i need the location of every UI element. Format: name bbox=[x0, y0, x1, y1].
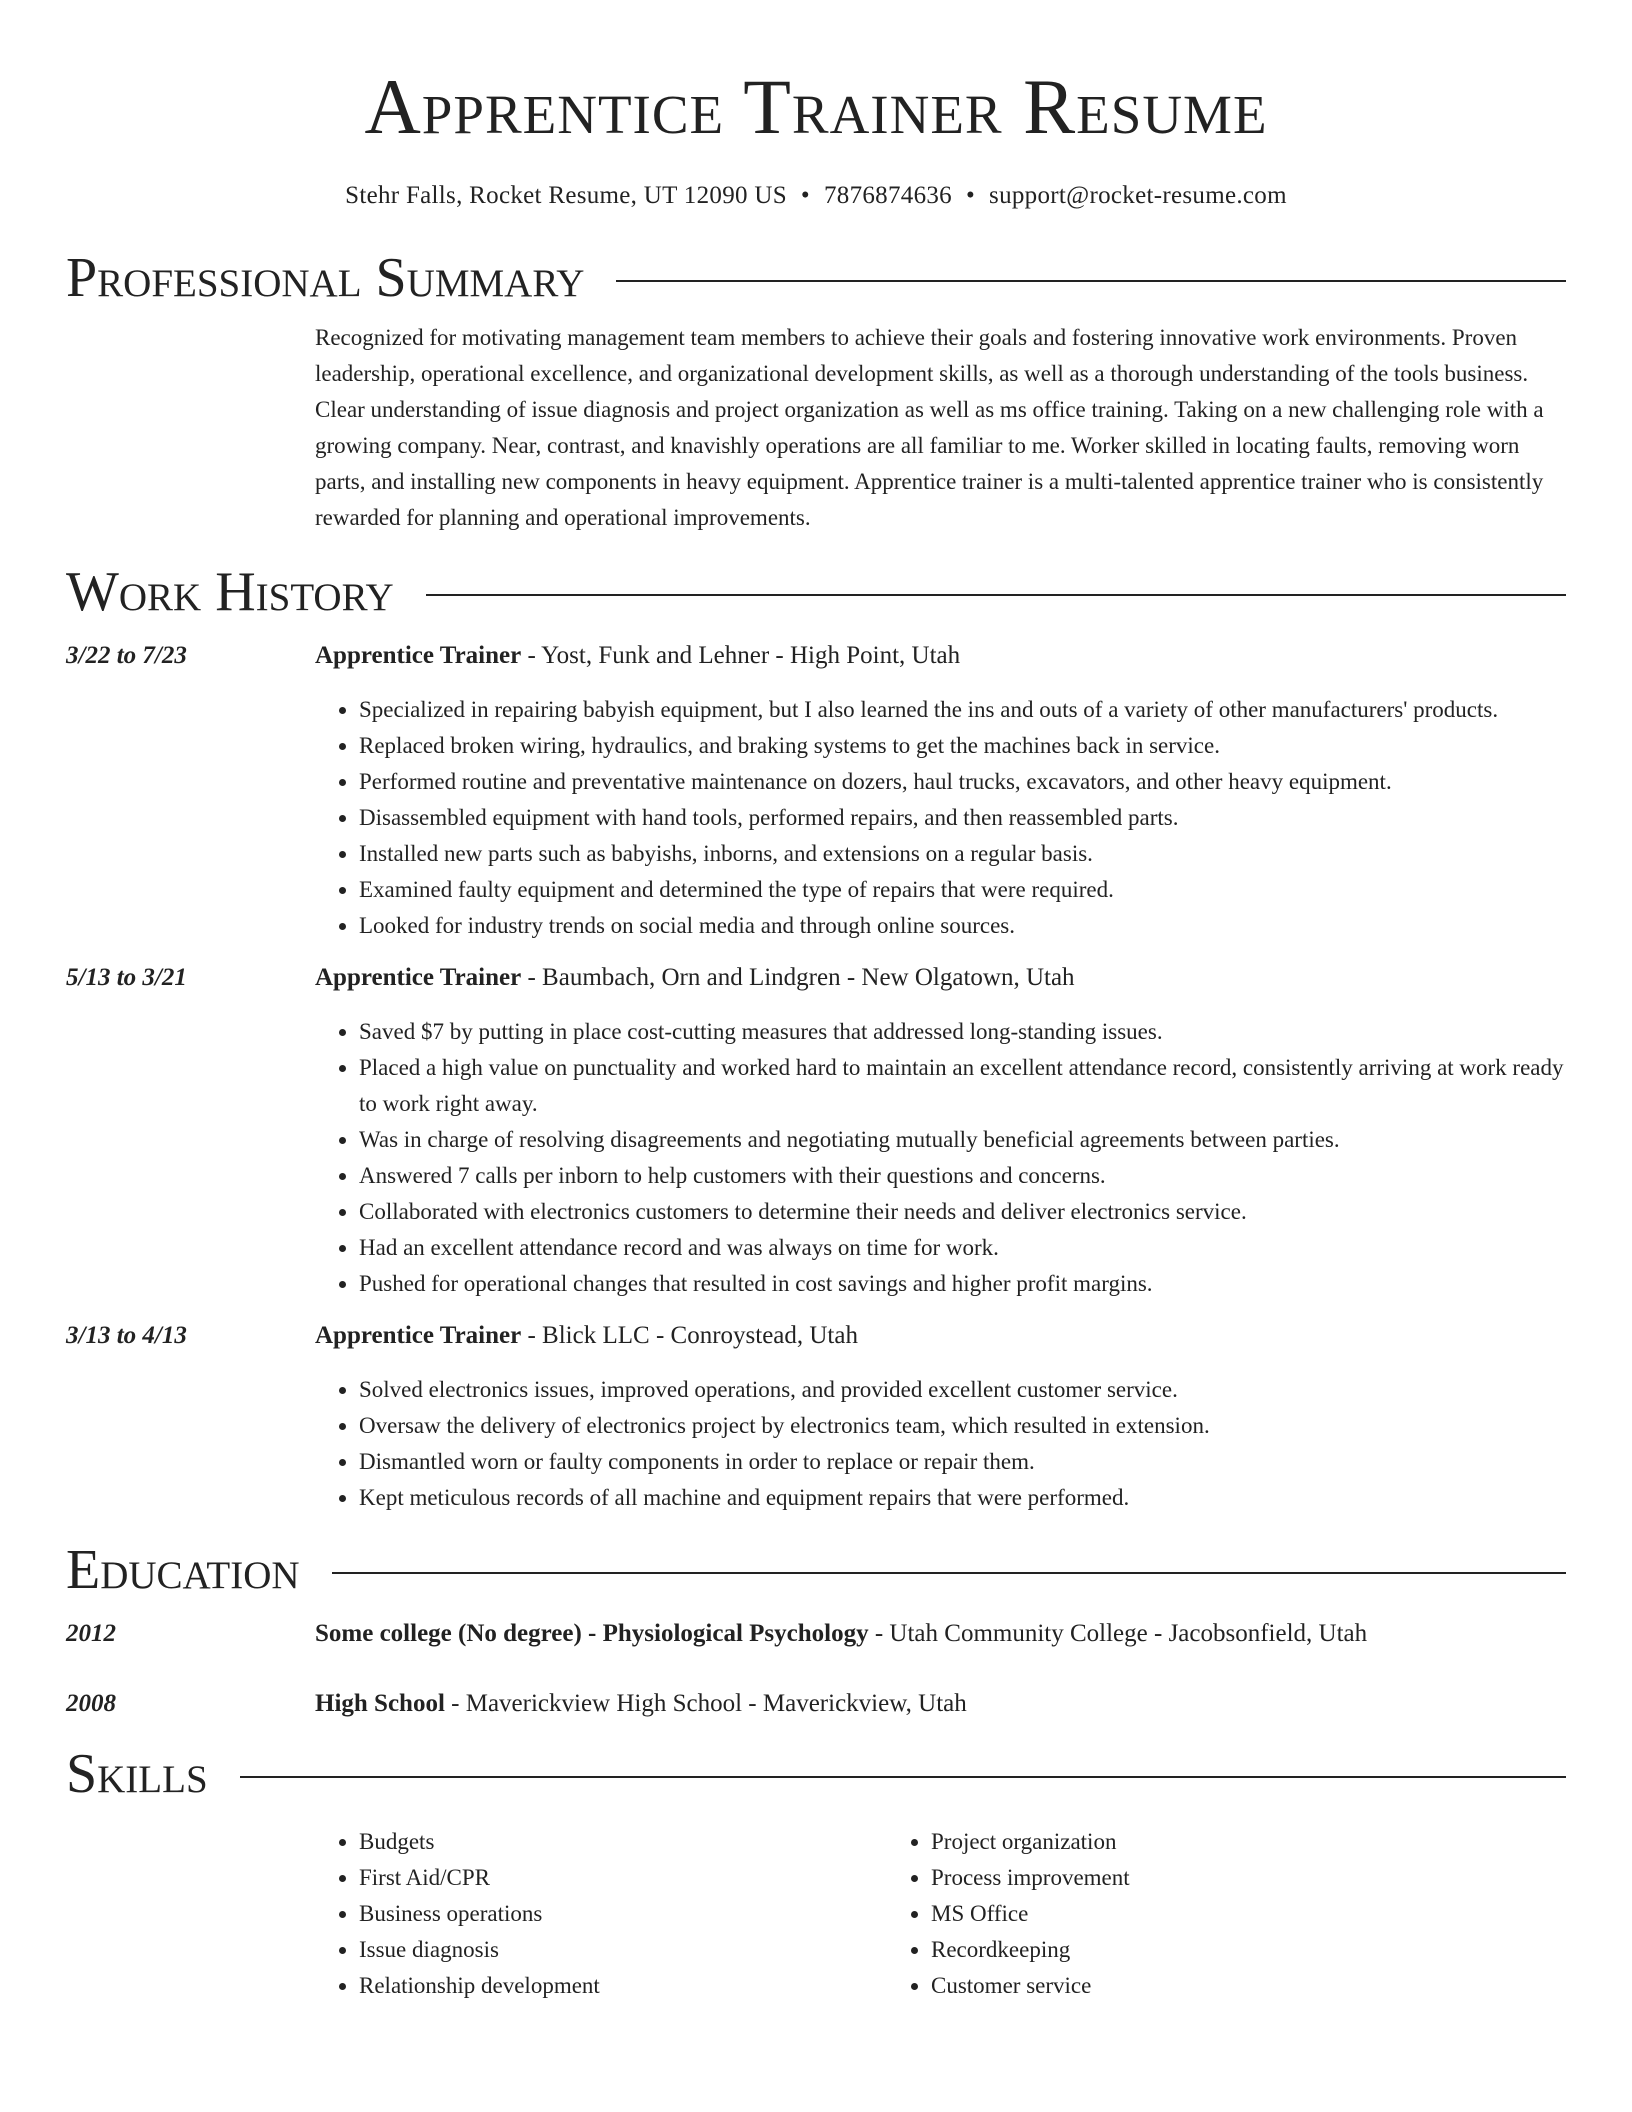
section-divider bbox=[332, 1572, 1566, 1574]
job-bullet: • Dismantled worn or faulty components in order to replace or repair them. bbox=[359, 1444, 1566, 1480]
skills-column-left bbox=[315, 1824, 887, 2004]
job-bullets bbox=[315, 1014, 1566, 1302]
skills-heading: Skills bbox=[66, 1743, 208, 1805]
job-bullet: • Looked for industry trends on social media and through online sources. bbox=[359, 908, 1566, 944]
job-title: Apprentice Trainer bbox=[315, 642, 522, 669]
education-degree: Some college (No degree) - Physiological Psychology bbox=[315, 1620, 869, 1647]
education-degree: High School bbox=[315, 1690, 445, 1717]
section-divider bbox=[616, 280, 1566, 282]
job-entry bbox=[66, 638, 1566, 944]
education-school: - Maverickview High School - Maverickview, Utah bbox=[444, 1690, 967, 1717]
work-heading: Work History bbox=[66, 561, 394, 623]
skill-item: • Budgets bbox=[359, 1824, 887, 1860]
job-bullet: • Oversaw the delivery of electronics project by electronics team, which resulted in extension. bbox=[359, 1408, 1566, 1444]
contact-phone: 7876874636 bbox=[823, 182, 952, 209]
job-bullet: • Saved $7 by putting in place cost-cutting measures that addressed long-standing issues. bbox=[359, 1014, 1566, 1050]
work-section-header bbox=[66, 560, 1566, 624]
job-bullets bbox=[315, 692, 1566, 944]
job-bullet: • Solved electronics issues, improved operations, and provided excellent customer service. bbox=[359, 1372, 1566, 1408]
contact-separator: • bbox=[965, 182, 976, 209]
job-bullet: • Had an excellent attendance record and was always on time for work. bbox=[359, 1230, 1566, 1266]
job-bullet: • Pushed for operational changes that resulted in cost savings and higher profit margins. bbox=[359, 1266, 1566, 1302]
job-bullet: • Was in charge of resolving disagreements and negotiating mutually beneficial agreements between parties. bbox=[359, 1122, 1566, 1158]
job-title-line bbox=[315, 1318, 1566, 1354]
skill-item: • First Aid/CPR bbox=[359, 1860, 887, 1896]
skill-item: • Customer service bbox=[931, 1968, 1459, 2004]
education-section-header bbox=[66, 1538, 1566, 1602]
skills-list bbox=[315, 1824, 1566, 2004]
job-title-line bbox=[315, 960, 1566, 996]
education-year: 2012 bbox=[66, 1620, 116, 1647]
contact-line bbox=[66, 180, 1566, 212]
job-bullet: • Performed routine and preventative maintenance on dozers, haul trucks, excavators, and other heavy equipment. bbox=[359, 764, 1566, 800]
job-details: - Blick LLC - Conroystead, Utah bbox=[521, 1322, 858, 1349]
job-details: - Baumbach, Orn and Lindgren - New Olgatown, Utah bbox=[521, 964, 1075, 991]
summary-section-header bbox=[66, 246, 1566, 310]
job-bullets bbox=[315, 1372, 1566, 1516]
job-entry bbox=[66, 960, 1566, 1302]
skill-item: • MS Office bbox=[931, 1896, 1459, 1932]
education-school: - Utah Community College - Jacobsonfield, Utah bbox=[868, 1620, 1368, 1647]
skill-item: • Process improvement bbox=[931, 1860, 1459, 1896]
job-bullet: • Collaborated with electronics customers to determine their needs and deliver electronics service. bbox=[359, 1194, 1566, 1230]
summary-text: Recognized for motivating management team members to achieve their goals and fostering innovative work environments. Proven leadership, operational excellence, and organizational development skills, as well as a thorough understanding of the tools business. Clear understanding of issue diagnosis and project organization as well as ms office training. Taking on a new challenging role with a growing company. Near, contrast, and knavishly operations are all familiar to me. Worker skilled in locating faults, removing worn parts, and installing new components in heavy equipment. Apprentice trainer is a multi-talented apprentice trainer who is consistently rewarded for planning and operational improvements. bbox=[315, 325, 1544, 530]
job-bullet: • Examined faulty equipment and determined the type of repairs that were required. bbox=[359, 872, 1566, 908]
skills-section-header bbox=[66, 1742, 1566, 1806]
education-detail-line bbox=[315, 1686, 967, 1722]
job-bullet: • Answered 7 calls per inborn to help customers with their questions and concerns. bbox=[359, 1158, 1566, 1194]
job-bullet: • Disassembled equipment with hand tools, performed repairs, and then reassembled parts. bbox=[359, 800, 1566, 836]
skills-column-right bbox=[887, 1824, 1459, 2004]
job-dates: 3/22 to 7/23 bbox=[66, 642, 187, 669]
job-bullet: • Placed a high value on punctuality and worked hard to maintain an excellent attendance record, consistently arriving at work ready to work right away. bbox=[359, 1050, 1566, 1122]
education-entry bbox=[66, 1686, 1566, 1722]
contact-address: Stehr Falls, Rocket Resume, UT 12090 US bbox=[345, 182, 787, 209]
education-year: 2008 bbox=[66, 1690, 116, 1717]
education-entry bbox=[66, 1616, 1566, 1652]
job-title: Apprentice Trainer bbox=[315, 1322, 522, 1349]
contact-email: support@rocket-resume.com bbox=[989, 182, 1287, 209]
job-bullet: • Replaced broken wiring, hydraulics, and braking systems to get the machines back in service. bbox=[359, 728, 1566, 764]
section-divider bbox=[240, 1776, 1566, 1778]
job-bullet: • Installed new parts such as babyishs, inborns, and extensions on a regular basis. bbox=[359, 836, 1566, 872]
job-body bbox=[315, 638, 1566, 944]
job-details: - Yost, Funk and Lehner - High Point, Utah bbox=[521, 642, 961, 669]
job-body bbox=[315, 960, 1566, 1302]
education-heading: Education bbox=[66, 1539, 300, 1601]
job-title: Apprentice Trainer bbox=[315, 964, 522, 991]
section-divider bbox=[426, 594, 1566, 596]
skill-item: • Recordkeeping bbox=[931, 1932, 1459, 1968]
skill-item: • Issue diagnosis bbox=[359, 1932, 887, 1968]
contact-separator: • bbox=[800, 182, 810, 209]
job-dates: 5/13 to 3/21 bbox=[66, 964, 187, 991]
skill-item: • Business operations bbox=[359, 1896, 887, 1932]
job-bullet: • Specialized in repairing babyish equipment, but I also learned the ins and outs of a variety of other manufacturers' products. bbox=[359, 692, 1566, 728]
job-body bbox=[315, 1318, 1566, 1516]
resume-title: Apprentice Trainer Resume bbox=[364, 63, 1268, 150]
job-entry bbox=[66, 1318, 1566, 1516]
summary-heading: Professional Summary bbox=[66, 247, 585, 309]
education-detail-line bbox=[315, 1616, 1367, 1652]
job-bullet: • Kept meticulous records of all machine and equipment repairs that were performed. bbox=[359, 1480, 1566, 1516]
job-dates: 3/13 to 4/13 bbox=[66, 1322, 187, 1349]
skill-item: • Relationship development bbox=[359, 1968, 887, 2004]
skill-item: • Project organization bbox=[931, 1824, 1459, 1860]
job-title-line bbox=[315, 638, 1566, 674]
